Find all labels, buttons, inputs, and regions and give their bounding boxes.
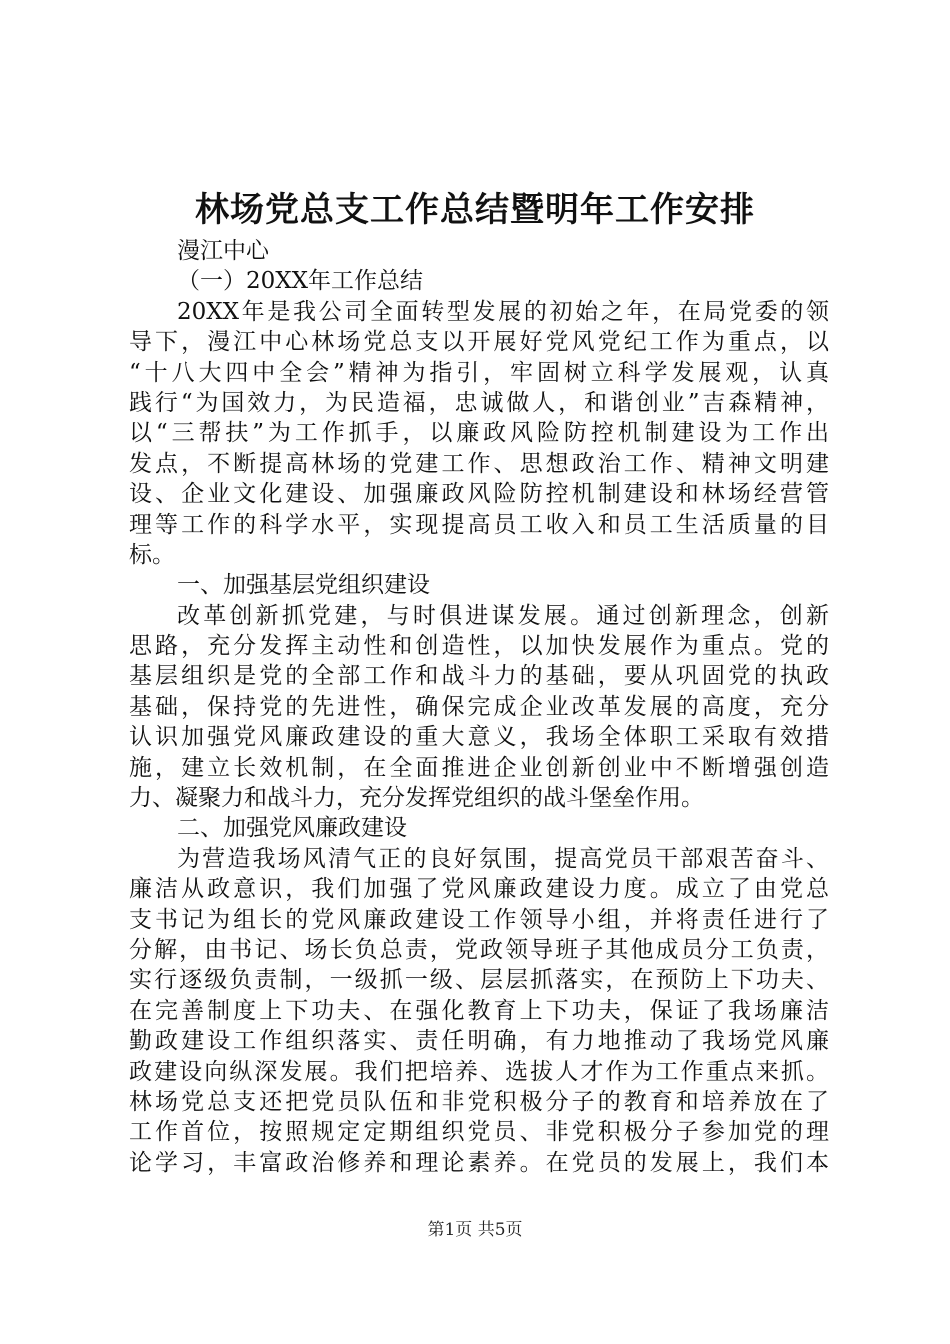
paragraph-line: 以“三帮扶”为工作抓手，以廉政风险防控机制建设为工作出 <box>129 420 829 447</box>
paragraph-line: 力、凝聚力和战斗力，充分发挥党组织的战斗堡垒作用。 <box>129 785 704 812</box>
paragraph-line: 在完善制度上下功夫、在强化教育上下功夫，保证了我场廉洁 <box>129 997 829 1024</box>
paragraph-line: 践行“为国效力，为民造福，忠诚做人，和谐创业”吉森精神， <box>129 389 829 416</box>
paragraph-line: “十八大四中全会”精神为指引，牢固树立科学发展观，认真 <box>129 359 829 386</box>
heading-party-organization: 一、加强基层党组织建设 <box>177 572 430 599</box>
paragraph-line: 政建设向纵深发展。我们把培养、选拔人才作为工作重点来抓。 <box>129 1058 829 1085</box>
paragraph-line: 为营造我场风清气正的良好氛围，提高党员干部艰苦奋斗、 <box>177 845 829 872</box>
paragraph-line: 设、企业文化建设、加强廉政风险防控机制建设和林场经营管 <box>129 481 829 508</box>
paragraph-line: 思路，充分发挥主动性和创造性，以加快发展作为重点。党的 <box>129 633 829 660</box>
paragraph-line: 林场党总支还把党员队伍和非党积极分子的教育和培养放在了 <box>129 1088 829 1115</box>
paragraph-line: 标。 <box>129 541 175 568</box>
paragraph-line: 认识加强党风廉政建设的重大意义，我场全体职工采取有效措 <box>129 724 829 751</box>
paragraph-party-organization <box>129 601 829 814</box>
paragraph-line: 改革创新抓党建，与时俱进谋发展。通过创新理念，创新 <box>177 602 829 629</box>
paragraph-line: 支书记为组长的党风廉政建设工作领导小组，并将责任进行了 <box>129 906 829 933</box>
paragraph-summary <box>129 297 829 571</box>
heading-integrity: 二、加强党风廉政建设 <box>177 815 407 842</box>
paragraph-line: 基础，保持党的先进性，确保完成企业改革发展的高度，充分 <box>129 693 829 720</box>
paragraph-line: 基层组织是党的全部工作和战斗力的基础，要从巩固党的执政 <box>129 663 829 690</box>
paragraph-line: 20XX年是我公司全面转型发展的初始之年，在局党委的领 <box>177 298 829 325</box>
paragraph-integrity <box>129 844 829 1178</box>
paragraph-line: 施，建立长效机制，在全面推进企业创新创业中不断增强创造 <box>129 754 829 781</box>
paragraph-line: 发点，不断提高林场的党建工作、思想政治工作、精神文明建 <box>129 450 829 477</box>
page-number: 第1页 共5页 <box>427 1220 523 1240</box>
author-line: 漫江中心 <box>177 238 269 264</box>
section-heading: （一）20XX年工作总结 <box>177 268 424 295</box>
paragraph-line: 实行逐级负责制，一级抓一级、层层抓落实，在预防上下功夫、 <box>129 967 829 994</box>
document-title: 林场党总支工作总结暨明年工作安排 <box>195 190 755 230</box>
paragraph-line: 廉洁从政意识，我们加强了党风廉政建设力度。成立了由党总 <box>129 876 829 903</box>
document-body <box>129 236 829 1178</box>
paragraph-line: 工作首位，按照规定定期组织党员、非党积极分子参加党的理 <box>129 1119 829 1146</box>
paragraph-line: 导下，漫江中心林场党总支以开展好党风党纪工作为重点，以 <box>129 329 829 356</box>
paragraph-line: 理等工作的科学水平，实现提高员工收入和员工生活质量的目 <box>129 511 829 538</box>
paragraph-line: 勤政建设工作组织落实、责任明确，有力地推动了我场党风廉 <box>129 1028 829 1055</box>
paragraph-line: 分解，由书记、场长负总责，党政领导班子其他成员分工负责， <box>129 936 829 963</box>
paragraph-line: 论学习，丰富政治修养和理论素养。在党员的发展上，我们本 <box>129 1149 829 1176</box>
